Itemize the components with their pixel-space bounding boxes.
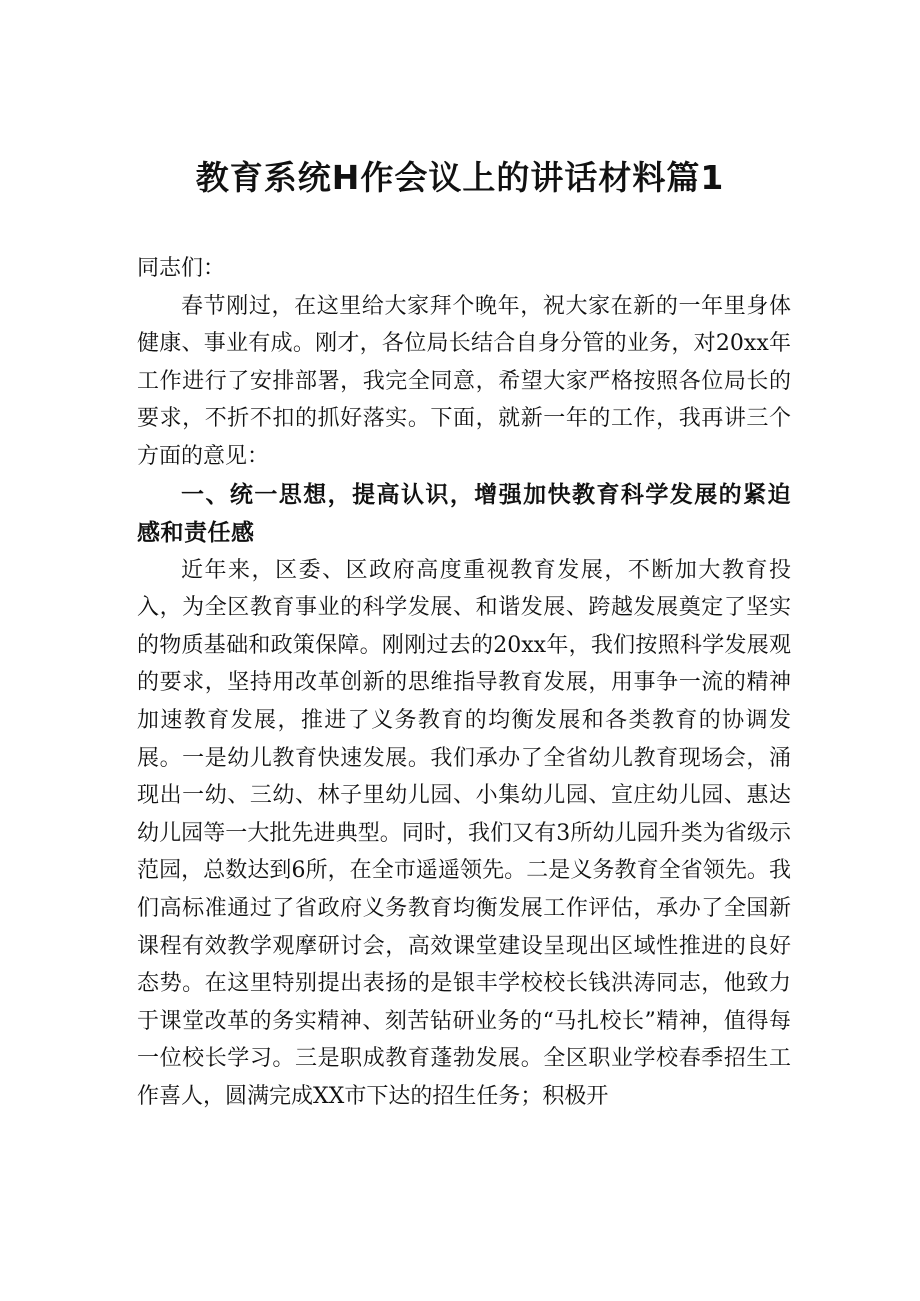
paragraph-intro: 春节刚过，在这里给大家拜个晚年，祝大家在新的一年里身体健康、事业有成。刚才，各位局长结合自身分管的业务，对20xx年工作进行了安排部署，我完全同意，希望大家严格按照各位局长的要求，不折不扣的抓好落实。下面，就新一年的工作，我再讲三个方面的意见： [137,293,791,469]
salutation: 同志们： [137,256,226,281]
document-title: 教育系统H作会议上的讲话材料篇1 [195,158,725,197]
section-heading-1: 一、统一思想，提高认识，增强加快教育科学发展的紧迫感和责任感 [137,481,791,546]
document-body [137,250,791,1115]
paragraph-achievements: 近年来，区委、区政府高度重视教育发展，不断加大教育投入，为全区教育事业的科学发展、和谐发展、跨越发展奠定了坚实的物质基础和政策保障。刚刚过去的20xx年，我们按照科学发展观的要求，坚持用改革创新的思维指导教育发展，用事争一流的精神加速教育发展，推进了义务教育的均衡发展和各类教育的协调发展。一是幼儿教育快速发展。我们承办了全省幼儿教育现场会，涌现出一幼、三幼、林子里幼儿园、小集幼儿园、宣庄幼儿园、惠达幼儿园等一大批先进典型。同时，我们又有3所幼儿园升类为省级示范园，总数达到6所，在全市遥遥领先。二是义务教育全省领先。我们高标准通过了省政府义务教育均衡发展工作评估，承办了全国新课程有效教学观摩研讨会，高效课堂建设呈现出区域性推进的良好态势。在这里特别提出表扬的是银丰学校校长钱洪涛同志，他致力于课堂改革的务实精神、刻苦钻研业务的“马扎校长”精神，值得每一位校长学习。三是职成教育蓬勃发展。全区职业学校春季招生工作喜人，圆满完成XX市下达的招生任务；积极开 [137,557,791,1109]
